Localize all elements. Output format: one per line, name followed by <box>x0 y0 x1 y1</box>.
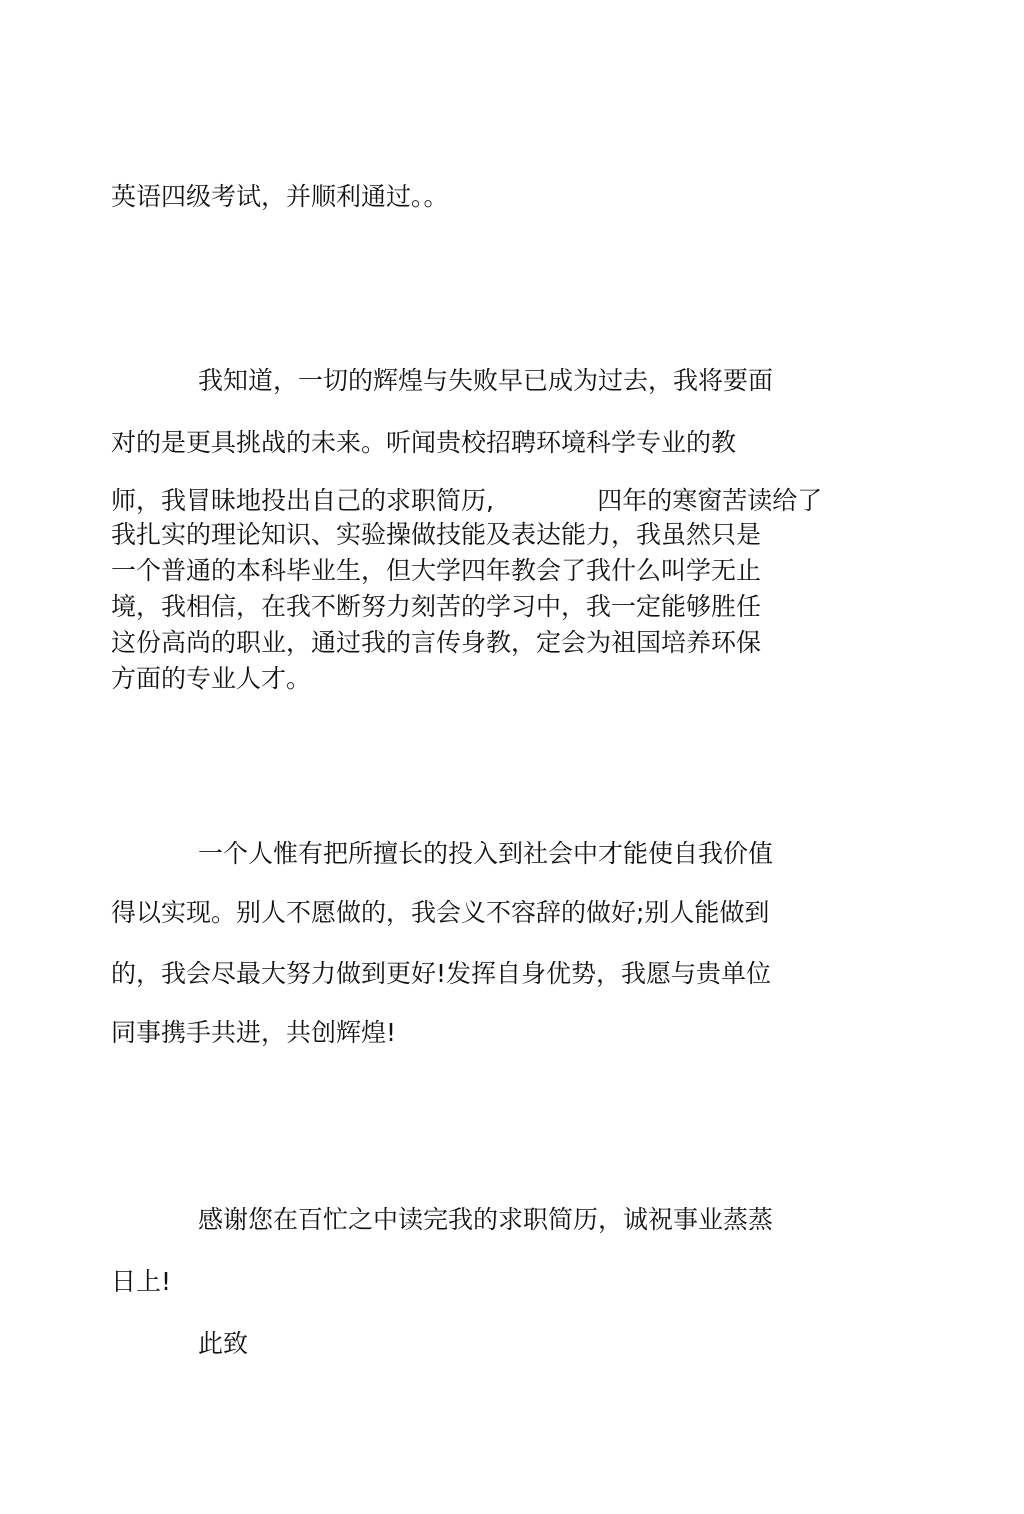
text-line: 一个普通的本科毕业生，但大学四年教会了我什么叫学无止 <box>111 556 762 585</box>
text-line: 我扎实的理论知识、实验操做技能及表达能力，我虽然只是 <box>111 520 762 549</box>
text-line: 师，我冒昧地投出自己的求职简历, 四年的寒窗苦读给了 <box>111 486 823 515</box>
text-line: 方面的专业人才。 <box>111 664 312 693</box>
paragraph-line: 我知道，一切的辉煌与失败早已成为过去，我将要面 <box>198 366 774 395</box>
paragraph-line: 感谢您在百忙之中读完我的求职简历，诚祝事业蒸蒸 <box>198 1205 774 1234</box>
text-line: 同事携手共进，共创辉煌! <box>111 1018 397 1047</box>
text-line: 的，我会尽最大努力做到更好!发挥自身优势，我愿与贵单位 <box>111 959 772 988</box>
text-line: 英语四级考试，并顺利通过。。 <box>111 182 449 211</box>
text-line: 这份高尚的职业，通过我的言传身教，定会为祖国培养环保 <box>111 628 762 657</box>
text-line: 境，我相信，在我不断努力刻苦的学习中，我一定能够胜任 <box>111 592 762 621</box>
closing-line: 此致 <box>198 1329 249 1358</box>
text-line: 日上! <box>111 1267 172 1296</box>
text-line: 得以实现。别人不愿做的，我会义不容辞的做好;别人能做到 <box>111 898 770 927</box>
paragraph-line: 一个人惟有把所擅长的投入到社会中才能使自我价值 <box>198 839 774 868</box>
text-line: 对的是更具挑战的未来。听闻贵校招聘环境科学专业的教 <box>111 428 737 457</box>
